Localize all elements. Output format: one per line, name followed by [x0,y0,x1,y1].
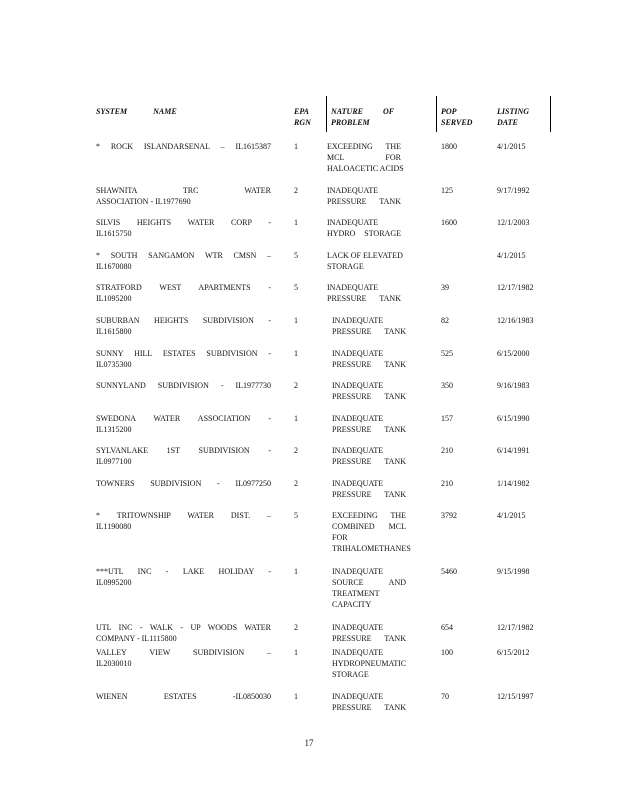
pop-served-cell: 157 [441,414,453,423]
pop-served-cell: 1600 [441,218,457,227]
system-name-cell [96,566,271,588]
pop-served-cell: 525 [441,349,453,358]
header-system: SYSTEM [96,107,128,116]
system-id-line: IL2030010 [96,659,132,668]
epa-region-cell: 2 [294,186,298,195]
page-number: 17 [304,738,314,748]
system-name-cell [96,647,271,669]
problem-line: STORAGE [327,262,364,271]
system-id-line: IL1095200 [96,294,132,303]
epa-region-cell: 1 [294,414,298,423]
system-name-line: SUNNYLAND SUBDIVISION - IL1977730 [96,381,271,390]
problem-line: PRESSURE TANK [327,294,401,303]
problem-line: INADEQUATE [327,218,379,227]
system-id-line: IL1615800 [96,327,132,336]
problem-line: INADEQUATE [332,623,384,632]
system-name-cell [96,380,271,391]
system-name-cell [96,348,271,370]
pop-served-cell: 210 [441,446,453,455]
system-name-line: ***UTL INC - LAKE HOLIDAY - [96,567,271,576]
listing-date-cell: 9/17/1992 [497,186,530,195]
problem-line: INADEQUATE [332,567,384,576]
problem-line: EXCEEDING THE [332,511,406,520]
listing-date-cell: 12/15/1997 [497,692,534,701]
problem-cell [327,282,401,304]
problem-line: TREATMENT [332,589,380,598]
pop-served-cell: 5460 [441,567,457,576]
header-date: DATE [497,118,518,127]
pop-served-cell: 125 [441,186,453,195]
system-name-line: WIENEN ESTATES -IL0850030 [96,692,271,701]
system-id-line: IL1615750 [96,229,132,238]
system-name-line: * TRITOWNSHIP WATER DIST. – [96,511,271,520]
system-name-cell [96,445,271,467]
system-name-cell [96,622,271,644]
header-of: OF [383,107,395,116]
listing-date-cell: 6/15/2012 [497,648,530,657]
epa-region-cell: 2 [294,446,298,455]
problem-line: INADEQUATE [327,283,379,292]
problem-line: SOURCE AND [332,578,406,587]
header-listing-date [497,106,529,128]
system-name-cell [96,315,271,337]
problem-line: HYDROPNEUMATIC [332,659,407,668]
system-name-cell [96,282,271,304]
epa-region-cell: 5 [294,283,298,292]
system-name-line: SHAWNITA TRC WATER [96,186,271,195]
system-name-cell [96,478,271,489]
problem-cell [332,622,406,644]
problem-line: TRIHALOMETHANES [332,544,411,553]
problem-line: INADEQUATE [332,692,384,701]
column-divider [326,96,327,132]
problem-cell [332,413,406,435]
system-name-line: SUBURBAN HEIGHTS SUBDIVISION - [96,316,271,325]
system-name-cell [96,185,271,207]
epa-region-cell: 1 [294,567,298,576]
epa-region-cell: 2 [294,479,298,488]
epa-region-cell: 1 [294,349,298,358]
listing-date-cell: 6/15/1990 [497,414,530,423]
problem-line: INADEQUATE [332,648,384,657]
problem-cell [332,510,411,554]
system-name-line: UTL INC - WALK - UP WOODS WATER [96,623,271,632]
listing-date-cell: 12/1/2003 [497,218,530,227]
problem-cell [332,478,406,500]
listing-date-cell: 12/16/1983 [497,316,534,325]
header-served: SERVED [441,118,473,127]
pop-served-cell: 82 [441,316,449,325]
problem-line: HYDRO STORAGE [327,229,401,238]
problem-cell [332,380,406,402]
system-id-line: IL1190080 [96,522,132,531]
listing-date-cell: 12/17/1982 [497,623,534,632]
problem-cell [332,691,406,713]
system-name-cell [96,510,271,532]
problem-line: INADEQUATE [332,479,384,488]
pop-served-cell: 39 [441,283,449,292]
problem-line: PRESSURE TANK [332,634,406,643]
problem-line: INADEQUATE [332,414,384,423]
pop-served-cell: 210 [441,479,453,488]
problem-line: CAPACITY [332,600,372,609]
pop-served-cell: 350 [441,381,453,390]
problem-line: INADEQUATE [332,349,384,358]
system-id-line: IL0977100 [96,457,132,466]
problem-line: COMBINED MCL [332,522,406,531]
listing-date-cell: 4/1/2015 [497,142,526,151]
problem-cell [332,348,406,370]
problem-line: INADEQUATE [327,186,379,195]
problem-cell [332,315,406,337]
problem-line: PRESSURE TANK [332,360,406,369]
epa-region-cell: 5 [294,511,298,520]
problem-cell [327,185,401,207]
epa-region-cell: 2 [294,623,298,632]
problem-line: PRESSURE TANK [332,425,406,434]
epa-region-cell: 1 [294,218,298,227]
pop-served-cell: 3792 [441,511,457,520]
pop-served-cell: 1800 [441,142,457,151]
system-name-cell [96,141,271,152]
epa-region-cell: 5 [294,251,298,260]
system-id-line: IL0735300 [96,360,132,369]
epa-region-cell: 2 [294,381,298,390]
problem-line: FOR [332,533,348,542]
problem-line: INADEQUATE [332,446,384,455]
problem-line: PRESSURE TANK [332,457,406,466]
system-name-cell [96,413,271,435]
listing-date-cell: 4/1/2015 [497,511,526,520]
epa-region-cell: 1 [294,316,298,325]
header-problem: PROBLEM [331,118,370,127]
epa-region-cell: 1 [294,648,298,657]
header-rgn: RGN [294,118,311,127]
problem-line: EXCEEDING THE [327,142,401,151]
problem-line: PRESSURE TANK [332,327,406,336]
system-name-line: SWEDONA WATER ASSOCIATION - [96,414,271,423]
listing-date-cell: 9/15/1998 [497,567,530,576]
header-listing: LISTING [497,107,530,116]
listing-date-cell: 4/1/2015 [497,251,526,260]
problem-cell [327,250,401,272]
problem-line: PRESSURE TANK [332,703,406,712]
system-id-line: IL1670080 [96,262,132,271]
system-id-line: IL0995200 [96,578,132,587]
column-divider [550,96,551,132]
system-name-cell [96,250,271,272]
problem-line: PRESSURE TANK [332,392,406,401]
header-pop-served [441,106,472,128]
system-name-line: * SOUTH SANGAMON WTR CMSN – [96,251,271,260]
header-nature-line [331,106,394,117]
problem-cell [332,647,406,680]
system-name-line: SUNNY HILL ESTATES SUBDIVISION - [96,349,271,358]
column-divider [436,96,437,132]
header-epa: EPA [294,107,309,116]
header-name: NAME [153,107,177,116]
system-name-line: VALLEY VIEW SUBDIVISION – [96,648,271,657]
system-name-cell [96,217,271,239]
system-id-line: ASSOCIATION - IL1977690 [96,197,191,206]
problem-line: LACK OF ELEVATED [327,251,403,260]
pop-served-cell: 100 [441,648,453,657]
problem-line: INADEQUATE [332,381,384,390]
header-nature-of-problem [331,106,394,128]
system-name-line: TOWNERS SUBDIVISION - IL0977250 [96,479,271,488]
problem-line: PRESSURE TANK [327,197,401,206]
listing-date-cell: 12/17/1982 [497,283,534,292]
problem-cell [332,566,406,610]
system-name-line: STRATFORD WEST APARTMENTS - [96,283,271,292]
system-name-line: SYLVANLAKE 1ST SUBDIVISION - [96,446,271,455]
problem-line: HALOACETIC ACIDS [327,164,404,173]
problem-cell [327,141,404,174]
system-name-cell [96,691,271,702]
system-name-line: * ROCK ISLANDARSENAL – IL1615387 [96,142,271,151]
listing-date-cell: 1/14/1982 [497,479,530,488]
pop-served-cell: 654 [441,623,453,632]
header-nature: NATURE [331,107,364,116]
header-system-name [96,106,203,117]
header-pop: POP [441,107,457,116]
problem-line: INADEQUATE [332,316,384,325]
problem-cell [327,217,401,239]
problem-line: PRESSURE TANK [332,490,406,499]
system-name-line: SILVIS HEIGHTS WATER CORP - [96,218,271,227]
system-id-line: IL1315200 [96,425,132,434]
epa-region-cell: 1 [294,142,298,151]
problem-line: STORAGE [332,670,369,679]
listing-date-cell: 6/14/1991 [497,446,530,455]
header-epa-rgn [294,106,311,128]
system-id-line: COMPANY - IL1115800 [96,634,177,643]
listing-date-cell: 6/15/2000 [497,349,530,358]
listing-date-cell: 9/16/1983 [497,381,530,390]
pop-served-cell: 70 [441,692,449,701]
problem-line: MCL FOR [327,153,401,162]
problem-cell [332,445,406,467]
epa-region-cell: 1 [294,692,298,701]
